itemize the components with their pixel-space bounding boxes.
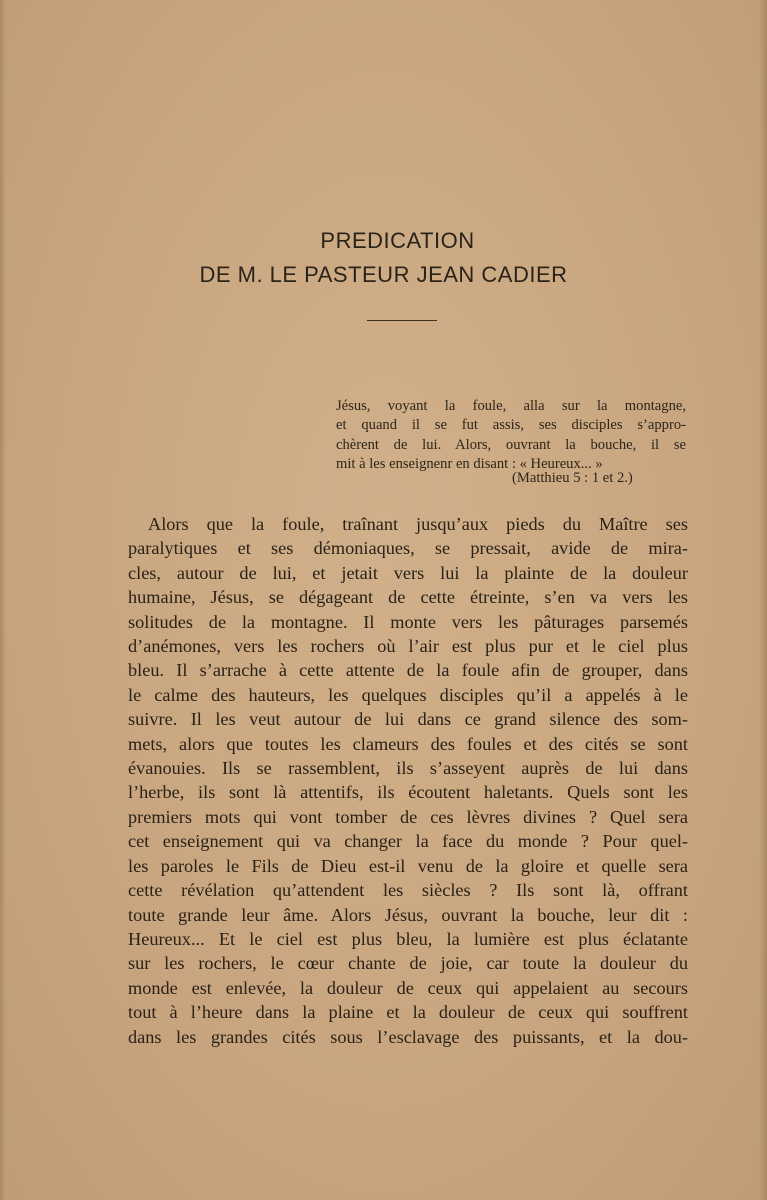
epigraph [336, 397, 686, 474]
epigraph-line: et quand il se fut assis, ses disciples s’appro- [336, 417, 686, 434]
body-line: paralytiques et ses démoniaques, se pressait, avide de mira- [128, 538, 688, 559]
body-line: bleu. Il s’arrache à cette attente de la foule afin de grouper, dans [128, 660, 688, 681]
body-line: évanouies. Ils se rassemblent, ils s’asseyent auprès de lui dans [128, 758, 688, 779]
body-line: mets, alors que toutes les clameurs des foules et des cités se sont [128, 733, 688, 754]
heading-line-2: DE M. LE PASTEUR JEAN CADIER [199, 262, 568, 287]
epigraph-reference: (Matthieu 5 : 1 et 2.) [512, 470, 633, 486]
body-line: cet enseignement qui va changer la face du monde ? Pour quel- [128, 831, 688, 852]
body-line: les paroles le Fils de Dieu est-il venu de la gloire et quelle sera [128, 855, 688, 876]
body-line: monde est enlevée, la douleur de ceux qui appelaient au secours [128, 977, 688, 998]
sermon-body [128, 512, 688, 1049]
body-line: humaine, Jésus, se dégageant de cette étreinte, s’en va vers les [128, 587, 688, 608]
body-line: tout à l’heure dans la plaine et la douleur de ceux qui souffrent [128, 1002, 688, 1023]
epigraph-line: chèrent de lui. Alors, ouvrant la bouche, il se [336, 436, 686, 453]
page-edge-left [0, 0, 6, 1200]
body-line: sur les rochers, le cœur chante de joie, car toute la douleur du [128, 953, 688, 974]
heading-line-1: PREDICATION [320, 228, 475, 253]
body-line: le calme des hauteurs, les quelques disciples qu’il a appelés à le [128, 684, 688, 705]
epigraph-line: Jésus, voyant la foule, alla sur la montagne, [336, 398, 686, 414]
body-line: dans les grandes cités sous l’esclavage des puissants, et la dou- [128, 1026, 688, 1047]
body-line: d’anémones, vers les rochers où l’air est plus pur et le ciel plus [128, 636, 688, 657]
body-line: solitudes de la montagne. Il monte vers les pâturages parsemés [128, 611, 688, 632]
body-line: toute grande leur âme. Alors Jésus, ouvrant la bouche, leur dit : [128, 904, 688, 925]
title-divider [367, 320, 437, 321]
body-line: Alors que la foule, traînant jusqu’aux pieds du Maître ses [148, 514, 688, 534]
body-line: cette révélation qu’attendent les siècles ? Ils sont là, offrant [128, 880, 688, 901]
body-line: premiers mots qui vont tomber de ces lèvres divines ? Quel sera [128, 806, 688, 827]
page-edge-right [759, 0, 767, 1200]
body-line: cles, autour de lui, et jetait vers lui la plainte de la douleur [128, 562, 688, 583]
body-line: suivre. Il les veut autour de lui dans ce grand silence des som- [128, 709, 688, 730]
epigraph-line: mit à les enseignenr en disant : « Heureux... » [336, 455, 603, 472]
body-line: l’herbe, ils sont là attentifs, ils écoutent haletants. Quels sont les [128, 782, 688, 803]
body-line: Heureux... Et le ciel est plus bleu, la lumière est plus éclatante [128, 928, 688, 949]
